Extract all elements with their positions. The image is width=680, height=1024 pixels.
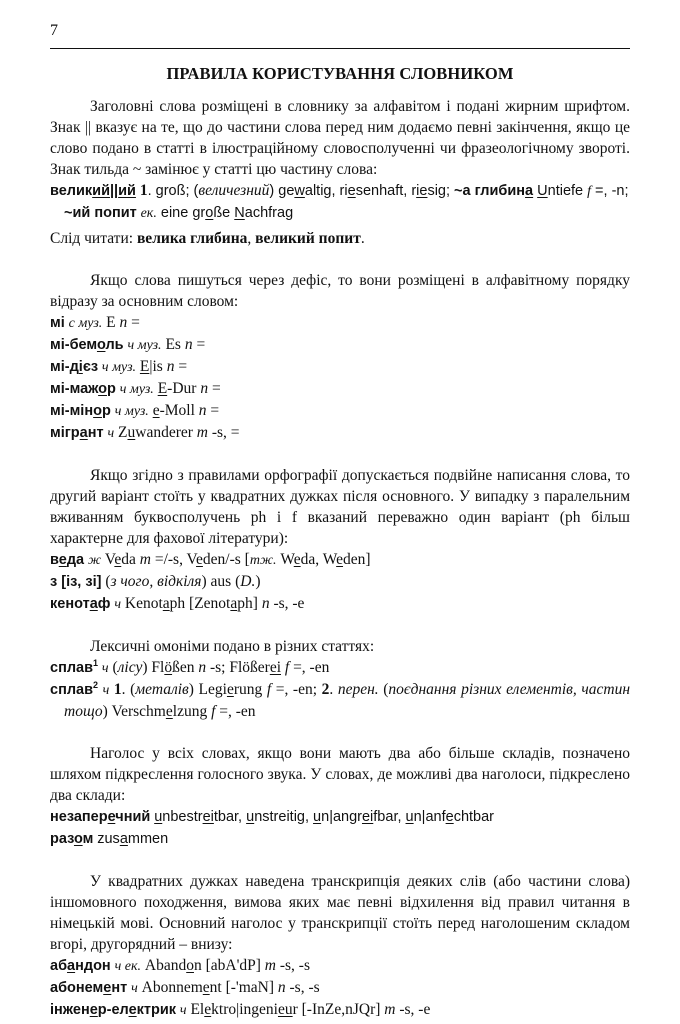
entry-mi: мі с муз. E n = [50,314,140,331]
page-number: 7 [50,22,58,39]
entry-nezaperechnyi: незаперечний unbestreitbar, unstreitig, un|angreifbar, un|anfechtbar [50,809,494,825]
read-note: Слід читати: велика глибина, великий попит. [50,230,365,247]
entry-mi-mazhor: мі-мажор ч муз. E-Dur n = [50,380,221,397]
page-title: ПРАВИЛА КОРИСТУВАННЯ СЛОВНИКОМ [166,64,514,83]
entry-splav-1: сплав$^1$ ч (лісу) Flößen n -s; Flößerei f =, -en [50,658,330,676]
entry-mi-bemol: мі-бемоль ч муз. Es n = [50,336,206,353]
spelling-paragraph: Якщо згідно з правилами орфографії допускається подвійне написання слова, то другий варіант стоїть у квадратних дужках після основного. У випадку з паралельним вживанням буквосполучень ph і f вказаний переважно один варіант (ph більш характерне для фахової літератури): [50,467,630,547]
entry-velykyi: великий||ий 1. groß; (величезний) gewaltig, riesenhaft, riesig; ~а глибина Untiefe f =, -n; ~ий попит ек. eine große Nachfrag [50,182,629,221]
entry-kenotaf: кенотаф ч Kenotaph [Zenotaph] n -s, -e [50,595,305,612]
entry-mihrant: мігрант ч Zuwanderer m -s, = [50,424,240,441]
header-rule [50,48,630,49]
entry-abandon: абандон ч ек. Abandon [abA'dP] m -s, -s [50,957,310,974]
entry-mi-diez: мі-дієз ч муз. E|is n = [50,358,188,375]
homonym-paragraph: Лексичні омоніми подано в різних статтях: [90,638,375,655]
page-body [50,96,630,1021]
entry-veda: веда ж Veda m =/-s, Veden/-s [тж. Weda, Weden] [50,551,371,568]
hyphen-paragraph: Якщо слова пишуться через дефіс, то вони розміщені в алфавітному порядку відразу за основним словом: [50,272,630,310]
stress-paragraph: Наголос у всіх словах, якщо вони мають два або більше складів, позначено шляхом підкреслення голосного звука. У словах, де можливі два наголоси, підкреслено два склади: [50,745,630,804]
entry-mi-minor: мі-мінор ч муз. e-Moll n = [50,402,220,419]
entry-razom: разом zusammen [50,831,169,847]
entry-abonement: абонемент ч Abonnement [-'maN] n -s, -s [50,979,320,996]
entry-splav-2: сплав$^2$ ч 1. (металів) Legierung f =, -en; 2. перен. (поєднання різних елементів, частин тощо) Verschmelzung f =, -en [50,680,631,720]
headword: великий||ий [50,183,136,199]
transcription-paragraph: У квадратних дужках наведена транскрипція деяких слів (або частини слова) іншомовного походження, вимова яких має певні відхилення від правил читання в німецькій мові. Основний наголос у транскрипції стоїть перед наголошеним складом вгорі, другорядний – внизу: [50,873,630,953]
entry-inzhener-elektryk: інженер-електрик ч Elektro|ingenieur [-InZe,nJQr] m -s, -e [50,1001,431,1018]
intro-paragraph: Заголовні слова розміщені в словнику за алфавітом і подані жирним шрифтом. Знак || вказує на те, що до частини слова перед ним додаємо певні закінчення, якщо це слово подано в статті в ілюстраційному словосполученні чи фразеологічному звороті. Знак тильда ~ замінює у статті цю частину слова: [50,98,630,178]
entry-z: з [із, зі] (з чого, відкіля) aus (D.) [50,573,261,590]
